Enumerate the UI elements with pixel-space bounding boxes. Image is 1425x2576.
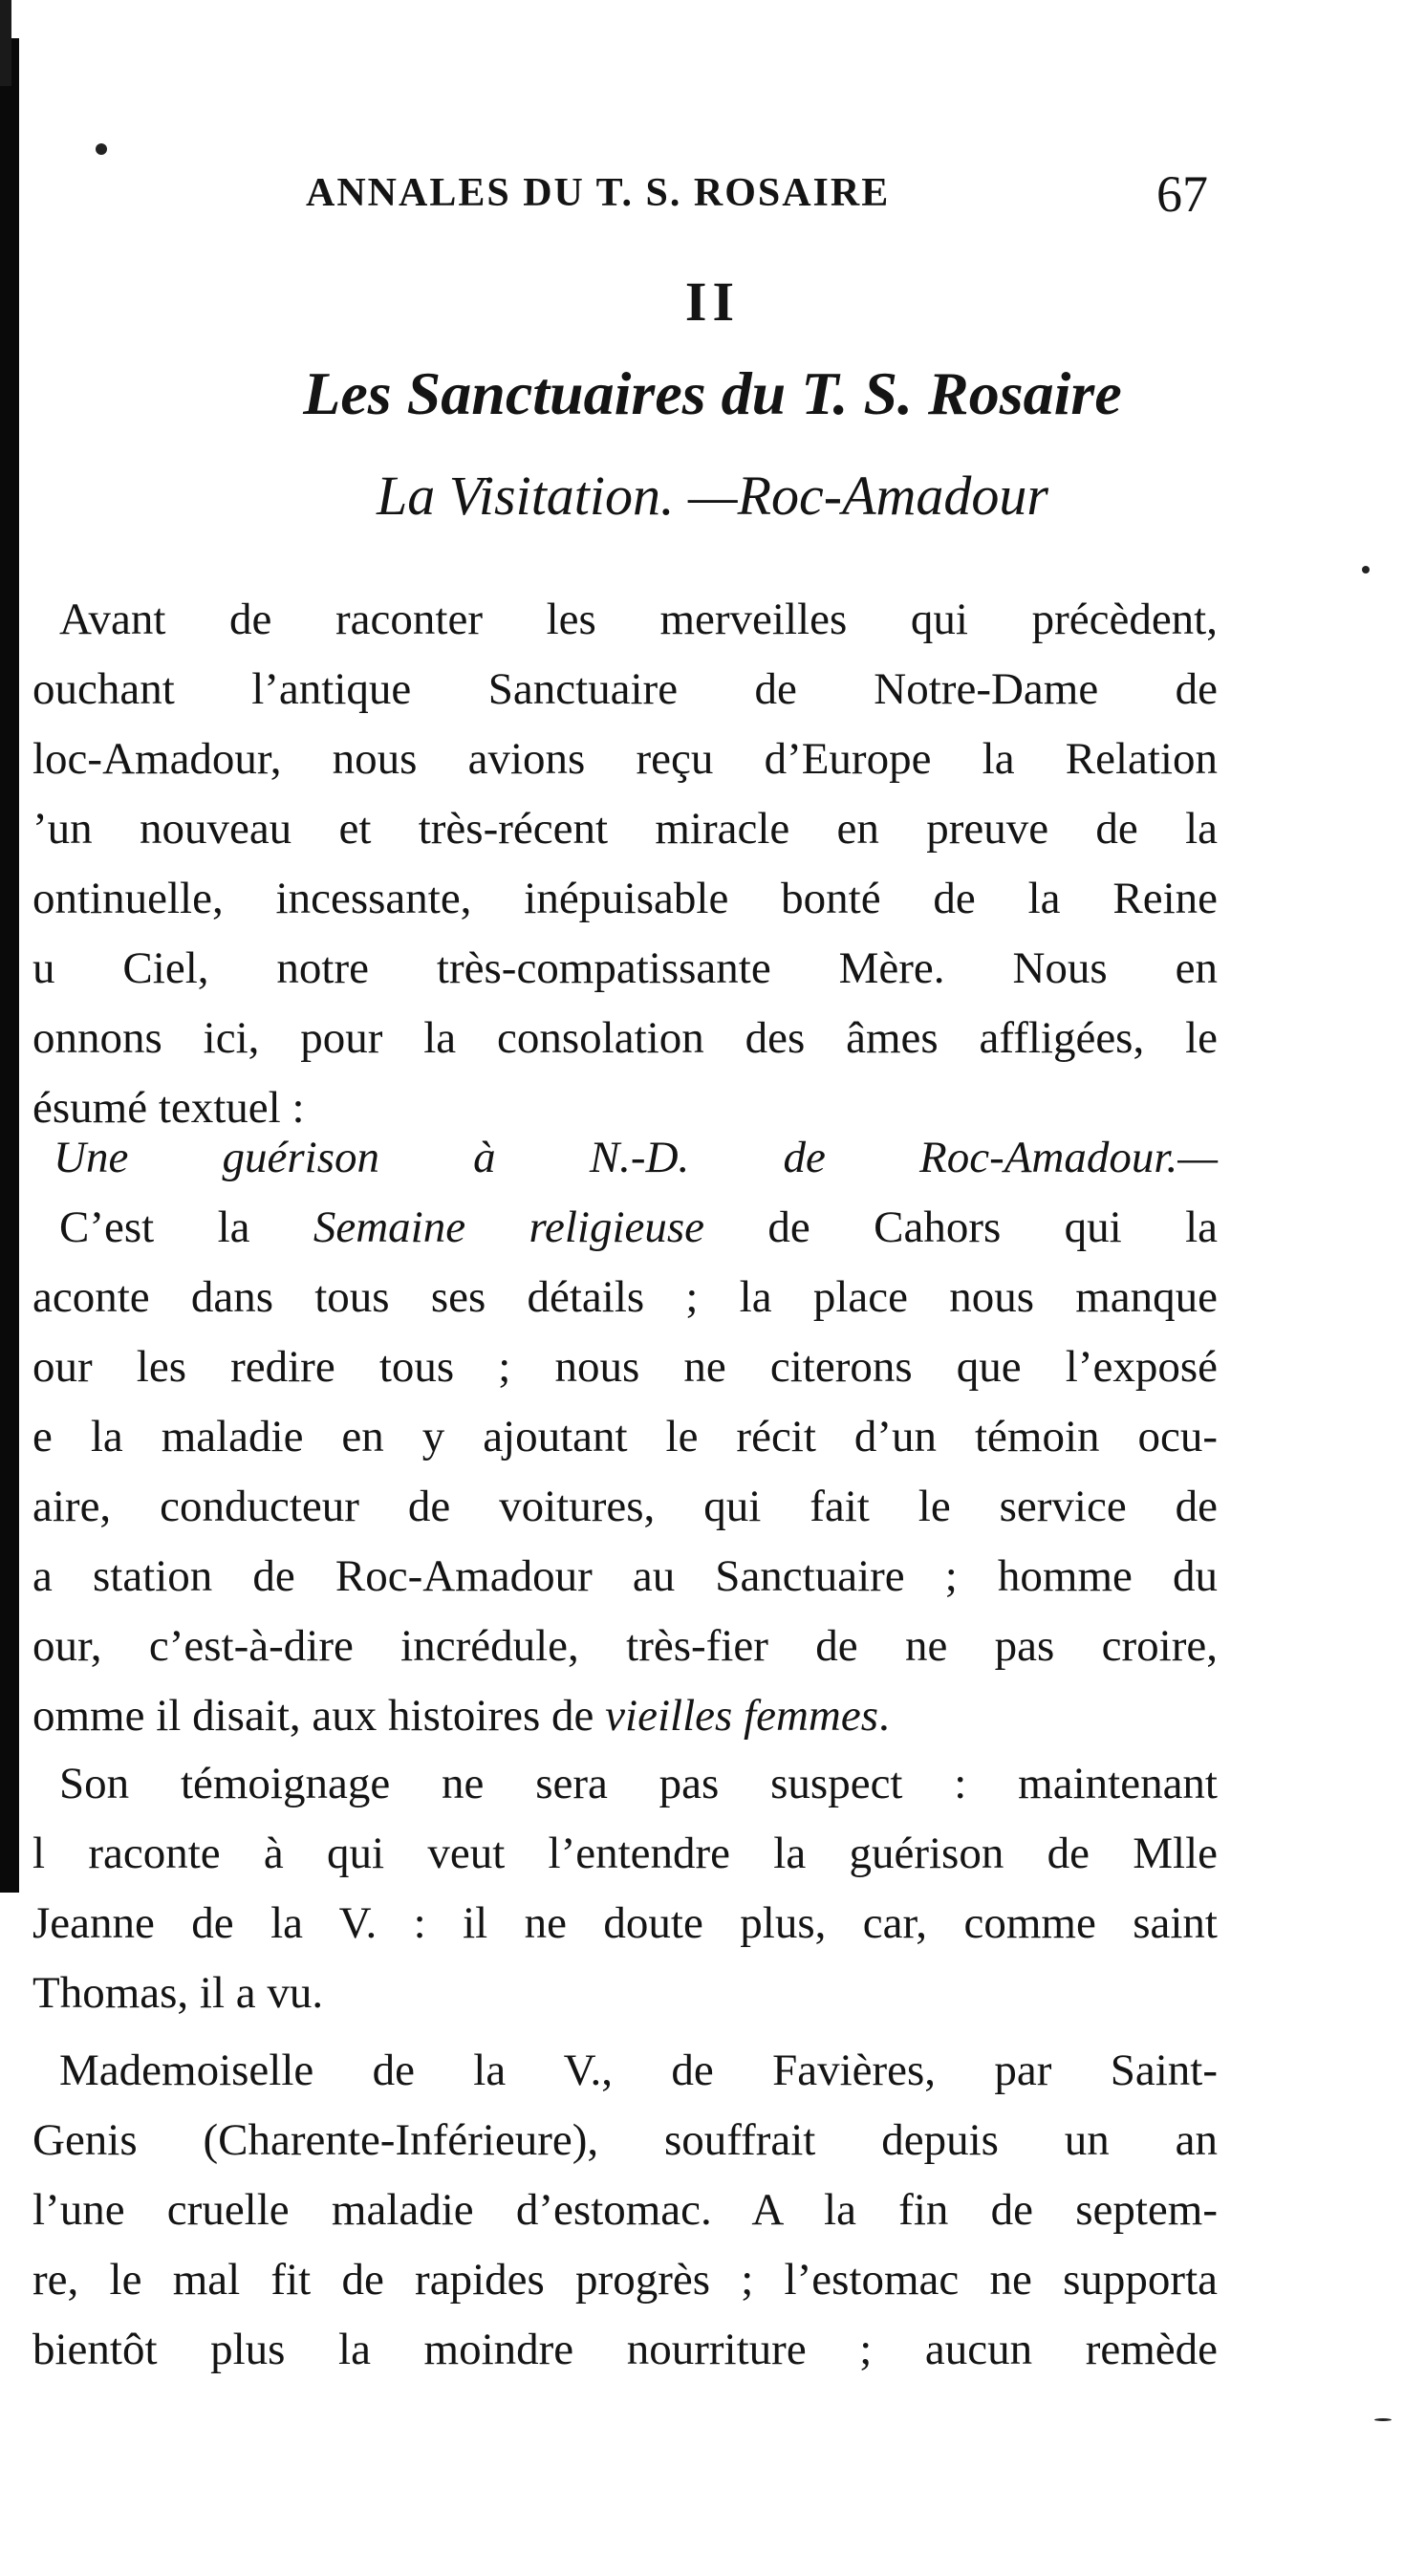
- text-line: our, c’est-à-dire incrédule, très-fier de ne pas croire,: [32, 1621, 1218, 1671]
- text-line: l’une cruelle maladie d’estomac. A la fin de septem-: [32, 2185, 1218, 2235]
- text-line: l raconte à qui veut l’entendre la guérison de Mlle: [32, 1829, 1218, 1878]
- section-number: II: [684, 271, 741, 333]
- text-line: aire, conducteur de voitures, qui fait le service de: [32, 1482, 1218, 1531]
- italic-lead: Une guérison à N.-D. de Roc-Amadour.—: [54, 1133, 1218, 1182]
- text-line: ésumé textuel :: [32, 1083, 305, 1133]
- section-title: Les Sanctuaires du T. S. Rosaire: [303, 359, 1122, 427]
- text-line: aconte dans tous ses détails ; la place nous manque: [32, 1272, 1218, 1322]
- page-number: 67: [1156, 165, 1208, 223]
- text-line: ontinuelle, incessante, inépuisable bonté de la Reine: [32, 874, 1218, 923]
- ink-speck: [1362, 566, 1370, 574]
- text-line: a station de Roc-Amadour au Sanctuaire ; homme du: [32, 1551, 1218, 1601]
- text-line: Jeanne de la V. : il ne doute plus, car, comme saint: [32, 1898, 1218, 1948]
- ink-speck: [96, 143, 107, 155]
- text-line: Mademoiselle de la V., de Favières, par Saint-: [59, 2046, 1218, 2095]
- paragraph-3: [32, 1749, 1218, 2028]
- text-line: e la maladie en y ajoutant le récit d’un témoin ocu-: [32, 1412, 1218, 1461]
- ink-speck: [1374, 2418, 1392, 2421]
- text-line: our les redire tous ; nous ne citerons que l’exposé: [32, 1342, 1218, 1392]
- text-line: ouchant l’antique Sanctuaire de Notre-Dame de: [32, 664, 1218, 714]
- paragraph-2: [32, 1123, 1218, 1751]
- section-subtitle: La Visitation. —Roc-Amadour: [377, 465, 1048, 527]
- book-binding-corner: [0, 0, 11, 86]
- text-line: Son témoignage ne sera pas suspect : maintenant: [59, 1759, 1218, 1808]
- text-line: ’un nouveau et très-récent miracle en preuve de la: [32, 804, 1218, 854]
- text-line: bientôt plus la moindre nourriture ; aucun remède: [32, 2325, 1218, 2374]
- text-line: Genis (Charente-Inférieure), souffrait depuis un an: [32, 2115, 1218, 2165]
- text-line: loc-Amadour, nous avions reçu d’Europe la Relation: [32, 734, 1218, 784]
- text-line: onnons ici, pour la consolation des âmes affligées, le: [32, 1013, 1218, 1063]
- text-line: u Ciel, notre très-compatissante Mère. Nous en: [32, 943, 1218, 993]
- text-line: Avant de raconter les merveilles qui précèdent,: [59, 595, 1218, 644]
- paragraph-4: [32, 2036, 1218, 2385]
- text-line: re, le mal fit de rapides progrès ; l’estomac ne supporta: [32, 2255, 1218, 2305]
- text-line: omme il disait, aux histoires de vieilles femmes.: [32, 1691, 890, 1741]
- text-line: Thomas, il a vu.: [32, 1968, 324, 2018]
- running-header: ANNALES DU T. S. ROSAIRE: [306, 171, 891, 215]
- paragraph-1: [32, 585, 1218, 1143]
- text-line: C’est la Semaine religieuse de Cahors qui la: [59, 1202, 1218, 1252]
